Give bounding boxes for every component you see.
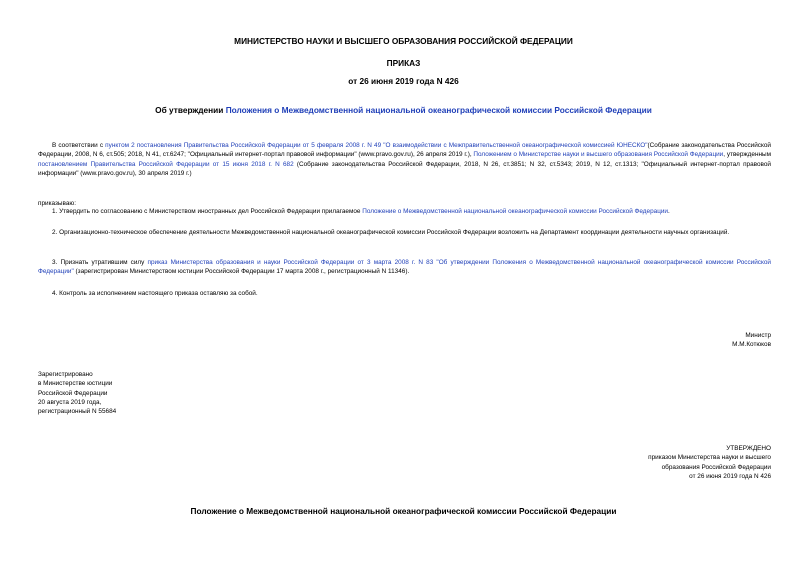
prikazyvayu-text: приказываю:	[38, 200, 76, 207]
approval-line: от 26 июня 2019 года N 426	[689, 472, 771, 480]
approval-block	[648, 444, 771, 481]
ministry-heading: МИНИСТЕРСТВО НАУКИ И ВЫСШЕГО ОБРАЗОВАНИЯ РОССИЙСКОЙ ФЕДЕРАЦИИ	[234, 36, 573, 46]
signature-name: М.М.Котюков	[732, 341, 771, 349]
registration-line: Российской Федерации	[38, 389, 108, 397]
doc-title	[0, 104, 807, 116]
doc-title-prefix: Об утверждении	[155, 105, 226, 115]
approval-line: приказом Министерства науки и высшего	[648, 454, 771, 462]
item-4: 4. Контроль за исполнением настоящего приказа оставляю за собой.	[52, 290, 258, 297]
registration-line: 20 августа 2019 года,	[38, 398, 102, 406]
approval-line: образования Российской Федерации	[661, 463, 771, 471]
intro-link-decree-682[interactable]: постановлением Правительства Российской Федерации от 15 июня 2018 г. N 682	[38, 160, 294, 168]
registration-line: регистрационный N 55684	[38, 408, 117, 416]
intro-link-decree-49[interactable]: пунктом 2 постановления Правительства Российской Федерации от 5 февраля 2008 г. N 49 "О взаимодействии с Межправительственной океанографической комиссией ЮНЕСКО"	[105, 142, 648, 149]
intro-text-1: В соответствии с	[52, 142, 106, 149]
item-2: 2. Организационно-техническое обеспечение деятельности Межведомственной национальной океанографической комиссии Российской Федерации возложить на Департамент координации деятельности научных организаций.	[52, 229, 730, 236]
approval-heading: УТВЕРЖДЕНО	[726, 445, 771, 452]
intro-text-2: (Собрание законодательства Российской Федерации, 2008, N 6, ст.505; 2018, N 41, ст.6247; "Официальный интернет-портал правовой информации" (www.pravo.gov.ru), 26 апреля 2019 г.),	[38, 142, 771, 159]
item-3-text-2: (зарегистрирован Министерством юстиции Российской Федерации 17 марта 2008 г., регистрационный N 11346).	[73, 268, 410, 276]
intro-paragraph	[38, 141, 771, 178]
item-1-text-2: .	[668, 208, 670, 215]
intro-link-ministry-regulation[interactable]: Положением о Министерстве науки и высшего образования Российской Федерации	[473, 151, 724, 159]
doc-date-number: от 26 июня 2019 года N 426	[348, 76, 459, 86]
intro-text-3: , утвержденным	[723, 151, 771, 159]
item-3	[38, 258, 771, 277]
item-1	[38, 207, 771, 216]
signature-block	[732, 331, 771, 350]
regulation-title: Положение о Межведомственной национальной океанографической комиссии Российской Федерации	[190, 506, 617, 516]
registration-line: Зарегистрировано	[38, 371, 93, 378]
intro-text-4: (Собрание законодательства Российской Федерации, 2018, N 26, ст.3851; N 32, ст.5343; 2019, N 12, ст.1313; "Официальный интернет-портал правовой информации" (www.pravo.gov.ru), 30 апреля 2019 г.)	[38, 160, 771, 177]
item-1-text-1: 1. Утвердить по согласованию с Министерством иностранных дел Российской Федерации прилагаемое	[52, 208, 363, 215]
item-3-text-1: 3. Признать утратившим силу	[52, 259, 148, 266]
item-3-link[interactable]: приказ Министерства образования и науки Российской Федерации от 3 марта 2008 г. N 83 "Об утверждении Положения о Межведомственной национальной океанографической комиссии Российской Федерации"	[38, 259, 771, 276]
signature-position: Министр	[745, 332, 771, 339]
doc-type-heading: ПРИКАЗ	[386, 58, 421, 68]
doc-title-link[interactable]: Положения о Межведомственной национальной океанографической комиссии Российской Федерации	[225, 105, 652, 115]
registration-block	[38, 370, 116, 416]
registration-line: в Министерстве юстиции	[38, 380, 113, 388]
item-1-link[interactable]: Положение о Межведомственной национальной океанографической комиссии Российской Федерации	[362, 208, 668, 215]
